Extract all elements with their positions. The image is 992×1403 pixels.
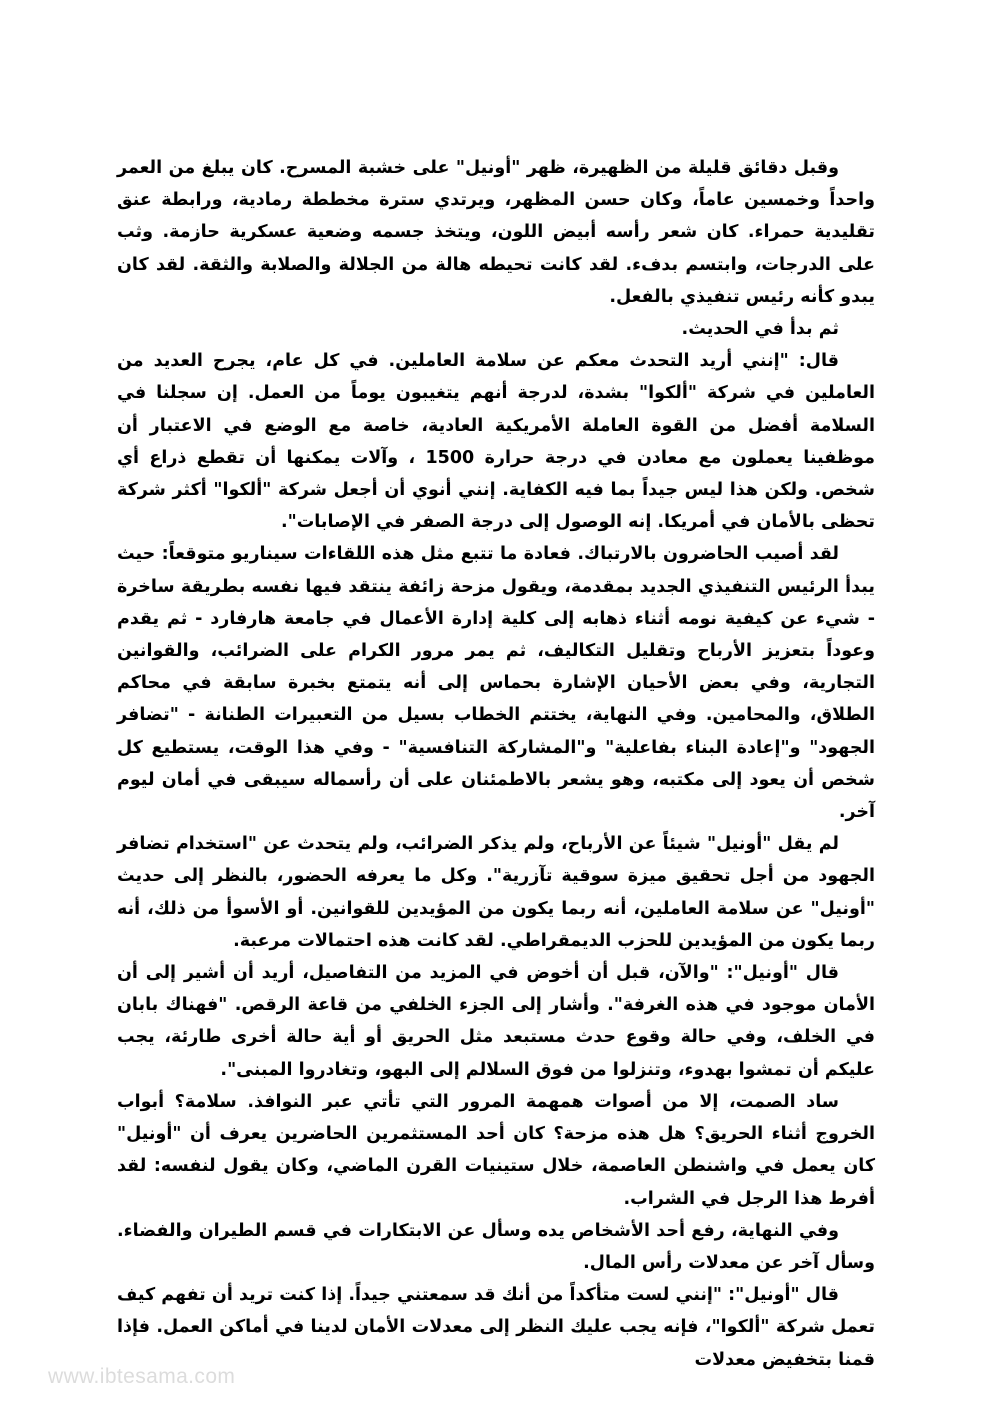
site-watermark: www.ibtesama.com: [48, 1365, 236, 1388]
paragraph-7-emphasis-phrase: لقد أفرط هذا الرجل في الشراب.: [117, 1156, 875, 1209]
paragraph-3: قال: "إنني أريد التحدث معكم عن سلامة العاملين. في كل عام، يجرح العديد من العاملين في شركة "ألكوا" بشدة، لدرجة أنهم يتغيبون يوماً من العمل. إن سجلنا في السلامة أفضل من القوة العاملة الأمريكية العادية، خاصة مع الوضع في الاعتبار أن موظفينا يعملون مع معادن في درجة حرارة 1500 ، وآلات يمكنها أن تقطع ذراع أي شخص. ولكن هذا ليس جيداً بما فيه الكفاية. إنني أنوي أن أجعل شركة "ألكوا" أكثر شركة تحظى بالأمان في أمريكا. إنه الوصول إلى درجة الصفر في الإصابات".: [117, 351, 875, 533]
paragraph-4: لقد أصيب الحاضرون بالارتباك. فعادة ما تتبع مثل هذه اللقاءات سيناريو متوقعاً: حيث يبدأ الرئيس التنفيذي الجديد بمقدمة، ويقول مزحة زائفة ينتقد فيها نفسه بطريقة ساخرة - شيء عن كيفية نومه أثناء ذهابه إلى كلية إدارة الأعمال في جامعة هارفارد - ثم يقدم وعوداً بتعزيز الأرباح وتقليل التكاليف، ثم يمر مرور الكرام على الضرائب، والقوانين التجارية، وفي بعض الأحيان الإشارة بحماس إلى أنه يتمتع بخبرة سابقة في محاكم الطلاق، والمحامين. وفي النهاية، يختتم الخطاب بسيل من التعبيرات الطنانة - "تضافر الجهود" و"إعادة البناء بفاعلية" و"المشاركة التنافسية" - وفي هذا الوقت، يستطيع كل شخص أن يعود إلى مكتبه، وهو يشعر بالاطمئنان على أن رأسماله سيبقى في أمان ليوم آخر.: [117, 544, 875, 823]
paragraph-6: قال "أونيل": "والآن، قبل أن أخوض في المزيد من التفاصيل، أريد أن أشير إلى أن الأمان موجود في هذه الغرفة". وأشار إلى الجزء الخلفي من قاعة الرقص. "فهناك بابان في الخلف، وفي حالة وقوع حدث مستبعد مثل الحريق أو أية حالة أخرى طارئة، يجب عليكم أن تمشوا بهدوء، وتنزلوا من فوق السلالم إلى البهو، وتغادروا المبنى".: [117, 963, 875, 1080]
paragraph-2: ثم بدأ في الحديث.: [681, 319, 839, 340]
paragraph-7-lead-text: ساد الصمت، إلا من أصوات همهمة المرور التي تأتي عبر النوافذ. سلامة؟ أبواب الخروج أثناء الحريق؟ هل هذه مزحة؟ كان أحد المستثمرين الحاضرين يعرف أن "أونيل" كان يعمل في واشنطن العاصمة، خلال ستينيات القرن الماضي، وكان يقول لنفسه:: [117, 1091, 875, 1177]
paragraph-8: وفي النهاية، رفع أحد الأشخاص يده وسأل عن الابتكارات في قسم الطيران والفضاء. وسأل آخر عن معدلات رأس المال.: [117, 1220, 875, 1273]
paragraph-9: قال "أونيل": "إنني لست متأكداً من أنك قد سمعتني جيداً. إذا كنت تريد أن تفهم كيف تعمل شركة "ألكوا"، فإنه يجب عليك النظر إلى معدلات الأمان لدينا في أماكن العمل. فإذا قمنا بتخفيض معدلات: [117, 1285, 875, 1370]
paragraph-7: [117, 1086, 875, 1215]
paragraph-1: وقبل دقائق قليلة من الظهيرة، ظهر "أونيل" على خشبة المسرح. كان يبلغ من العمر واحداً وخمسين عاماً، وكان حسن المظهر، ويرتدي سترة مخططة رمادية، ورابطة عنق تقليدية حمراء. كان شعر رأسه أبيض اللون، ويتخذ جسمه وضعية عسكرية حازمة. وثب على الدرجات، وابتسم بدفء. لقد كانت تحيطه هالة من الجلالة والصلابة والثقة. لقد كان يبدو كأنه رئيس تنفيذي بالفعل.: [117, 158, 875, 307]
document-text-body: [117, 152, 875, 1376]
paragraph-5: لم يقل "أونيل" شيئاً عن الأرباح، ولم يذكر الضرائب، ولم يتحدث عن "استخدام تضافر الجهود من أجل تحقيق ميزة سوقية تآزرية". وكل ما يعرفه الحضور، بالنظر إلى حديث "أونيل" عن سلامة العاملين، أنه ربما يكون من المؤيدين للقوانين. أو الأسوأ من ذلك، أنه ربما يكون من المؤيدين للحزب الديمقراطي. لقد كانت هذه احتمالات مرعبة.: [117, 834, 875, 951]
